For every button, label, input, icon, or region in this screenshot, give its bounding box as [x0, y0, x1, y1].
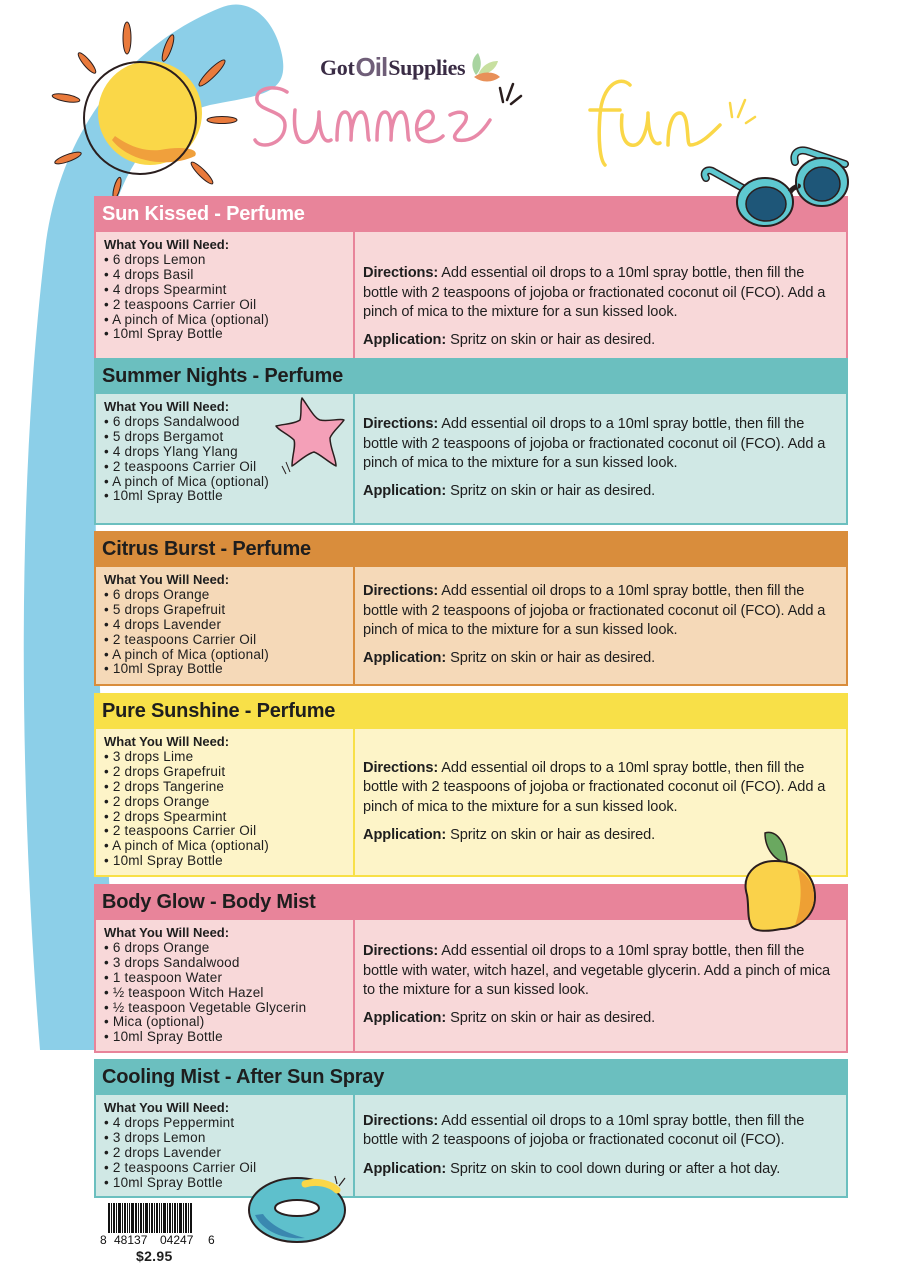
application-text: Application: Spritz on skin or hair as desired.	[363, 650, 656, 667]
ingredient-item: • 2 teaspoons Carrier Oil	[104, 298, 353, 313]
ingredient-item: • A pinch of Mica (optional)	[104, 475, 353, 490]
ingredients-heading: What You Will Need:	[104, 572, 230, 587]
ingredients-heading: What You Will Need:	[104, 237, 230, 252]
application-text: Application: Spritz on skin or hair as desired.	[363, 1010, 656, 1027]
ingredient-item: • 2 drops Spearmint	[104, 810, 353, 825]
barcode-icon	[100, 1203, 220, 1233]
ingredient-item: • 2 teaspoons Carrier Oil	[104, 633, 353, 648]
ingredients-heading: What You Will Need:	[104, 399, 230, 414]
sunglasses-icon	[700, 140, 850, 230]
ingredient-item: • Mica (optional)	[104, 1015, 353, 1030]
recipe-card-cooling-mist	[94, 1059, 848, 1198]
recipe-title: Pure Sunshine - Perfume	[94, 693, 848, 729]
instructions-panel	[355, 394, 846, 523]
recipe-title: Summer Nights - Perfume	[94, 358, 848, 394]
application-text: Application: Spritz on skin or hair as desired.	[363, 483, 656, 500]
ingredient-item: • 4 drops Lavender	[104, 618, 353, 633]
application-text: Application: Spritz on skin to cool down during or after a hot day.	[363, 1160, 781, 1177]
directions-text: Directions: Add essential oil drops to a 10ml spray bottle, then fill the bottle with 2 teaspoons of jojoba or fractionated coconut oil (FCO). Add a pinch of mica to the mixture for a sun kissed look.	[363, 416, 826, 471]
ingredient-item: • 2 drops Grapefruit	[104, 765, 353, 780]
ingredient-item: • 3 drops Sandalwood	[104, 956, 353, 971]
ingredient-item: • 3 drops Lemon	[104, 1131, 353, 1146]
ingredient-item: • ½ teaspoon Vegetable Glycerin	[104, 1001, 353, 1016]
ingredient-item: • 1 teaspoon Water	[104, 971, 353, 986]
directions-text: Directions: Add essential oil drops to a 10ml spray bottle, then fill the bottle with 2 teaspoons of jojoba or fractionated coconut oil (FCO). Add a pinch of mica to the mixture for a sun kissed look.	[363, 759, 826, 815]
ingredient-item: • 4 drops Spearmint	[104, 283, 353, 298]
ingredients-list	[104, 588, 353, 677]
swim-ring-icon	[245, 1170, 355, 1250]
ingredient-item: • 10ml Spray Bottle	[104, 489, 353, 504]
price-label: $2.95	[136, 1248, 173, 1264]
ingredients-list	[104, 253, 353, 342]
logo-text-oil: Oil	[355, 52, 388, 82]
starfish-icon	[274, 396, 354, 476]
application-text: Application: Spritz on skin or hair as desired.	[363, 332, 656, 349]
ingredients-heading: What You Will Need:	[104, 925, 230, 940]
ingredients-panel	[96, 567, 355, 684]
ingredient-item: • 5 drops Bergamot	[104, 430, 353, 445]
ingredient-item: • 4 drops Basil	[104, 268, 353, 283]
ingredient-item: • 10ml Spray Bottle	[104, 854, 353, 869]
logo-text-got: Got	[320, 54, 355, 80]
instructions-panel	[355, 567, 846, 684]
recipe-title: Cooling Mist - After Sun Spray	[94, 1059, 848, 1095]
ingredient-item: • 2 teaspoons Carrier Oil	[104, 1161, 353, 1176]
ingredients-heading: What You Will Need:	[104, 1100, 230, 1115]
ingredients-panel	[96, 394, 355, 523]
ingredient-item: • 2 drops Orange	[104, 795, 353, 810]
ingredients-heading: What You Will Need:	[104, 734, 230, 749]
ingredient-item: • 3 drops Lime	[104, 750, 353, 765]
ingredient-item: • 4 drops Ylang Ylang	[104, 445, 353, 460]
recipe-title: Body Glow - Body Mist	[94, 884, 848, 920]
sun-icon	[40, 18, 240, 198]
ingredient-item: • 2 drops Tangerine	[104, 780, 353, 795]
ingredients-list	[104, 941, 353, 1045]
recipe-card-summer-nights	[94, 358, 848, 525]
recipe-card-citrus-burst	[94, 531, 848, 686]
ingredient-item: • 2 teaspoons Carrier Oil	[104, 460, 353, 475]
ingredient-item: • 6 drops Orange	[104, 941, 353, 956]
barcode-digits: 8 48137 04247 6	[100, 1233, 215, 1247]
ingredient-item: • 4 drops Peppermint	[104, 1116, 353, 1131]
ingredient-item: • 10ml Spray Bottle	[104, 1176, 353, 1191]
instructions-panel	[355, 920, 846, 1051]
ingredient-item: • 10ml Spray Bottle	[104, 662, 353, 677]
ingredient-item: • 6 drops Lemon	[104, 253, 353, 268]
ingredients-panel	[96, 729, 355, 875]
instructions-panel	[355, 1095, 846, 1196]
ingredient-item: • 2 teaspoons Carrier Oil	[104, 824, 353, 839]
ingredients-panel	[96, 920, 355, 1051]
ingredients-list	[104, 750, 353, 869]
lemon-icon	[735, 825, 825, 935]
application-text: Application: Spritz on skin or hair as desired.	[363, 826, 656, 843]
recipe-title: Sun Kissed - Perfume	[94, 196, 848, 232]
logo-text-supplies: Supplies	[388, 54, 466, 80]
directions-text: Directions: Add essential oil drops to a 10ml spray bottle, then fill the bottle with 2 teaspoons of jojoba or fractionated coconut oil (FCO). Add a pinch of mica to the mixture for a sun kissed look.	[363, 265, 826, 320]
ingredient-item: • A pinch of Mica (optional)	[104, 648, 353, 663]
barcode-block	[100, 1203, 220, 1264]
ingredient-item: • 5 drops Grapefruit	[104, 603, 353, 618]
directions-text: Directions: Add essential oil drops to a 10ml spray bottle, then fill the bottle with 2 teaspoons of jojoba or fractionated coconut oil (FCO).	[363, 1113, 805, 1149]
ingredient-item: • 10ml Spray Bottle	[104, 327, 353, 342]
directions-text: Directions: Add essential oil drops to a 10ml spray bottle, then fill the bottle with water, witch hazel, and vegetable glycerin. Add a pinch of mica to the mixture for a sun kissed look.	[363, 943, 831, 998]
ingredient-item: • A pinch of Mica (optional)	[104, 313, 353, 328]
ingredient-item: • A pinch of Mica (optional)	[104, 839, 353, 854]
ingredient-item: • 2 drops Lavender	[104, 1146, 353, 1161]
recipe-title: Citrus Burst - Perfume	[94, 531, 848, 567]
ingredient-item: • 6 drops Sandalwood	[104, 415, 353, 430]
ingredient-item: • ½ teaspoon Witch Hazel	[104, 986, 353, 1001]
ingredient-item: • 6 drops Orange	[104, 588, 353, 603]
ingredient-item: • 10ml Spray Bottle	[104, 1030, 353, 1045]
summer-script-title	[245, 70, 565, 170]
directions-text: Directions: Add essential oil drops to a 10ml spray bottle, then fill the bottle with 2 teaspoons of jojoba or fractionated coconut oil (FCO). Add a pinch of mica to the mixture for a sun kissed look.	[363, 583, 826, 638]
